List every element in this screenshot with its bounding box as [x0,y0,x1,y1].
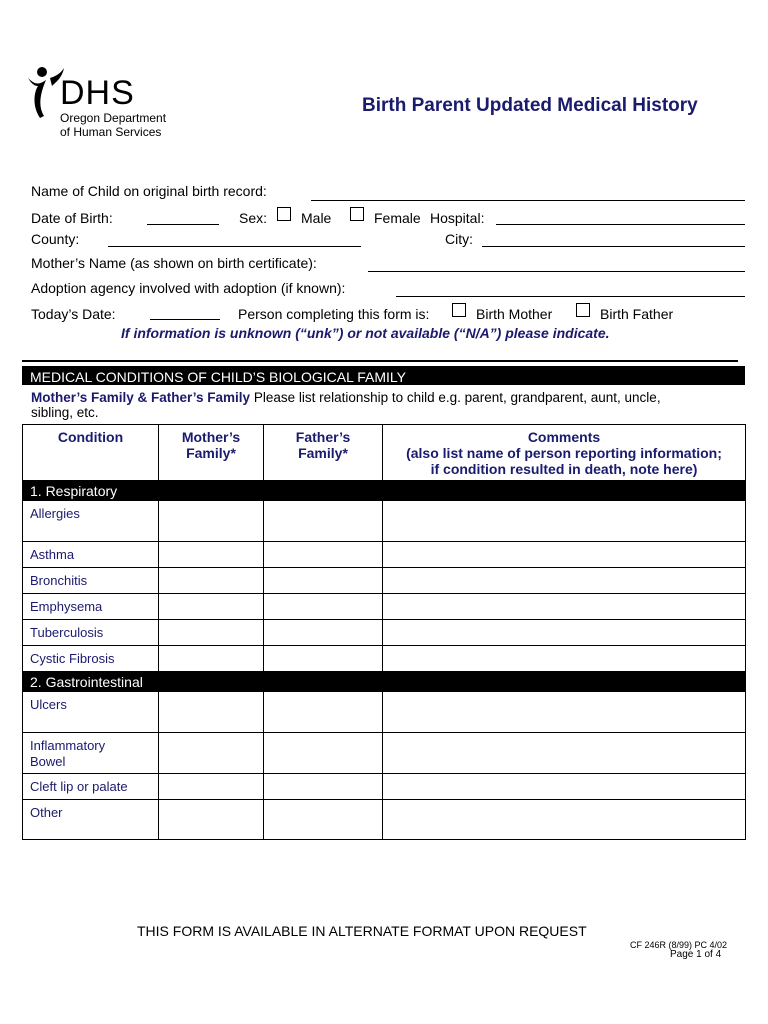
city-label: City: [445,231,473,247]
county-label: County: [31,231,80,247]
comments-cell[interactable] [383,692,746,733]
dob-field[interactable] [147,224,219,225]
mothers-family-cell[interactable] [159,692,264,733]
condition-emphysema: Emphysema [23,594,159,620]
logo-line1: Oregon Department [60,111,167,125]
page-number: Page 1 of 4 [670,949,722,960]
comments-cell[interactable] [383,800,746,840]
fathers-family-cell[interactable] [264,774,383,800]
mothers-family-cell[interactable] [159,733,264,774]
comments-cell[interactable] [383,733,746,774]
male-label: Male [301,210,332,226]
table-row [23,620,746,646]
female-checkbox[interactable] [350,207,364,221]
comments-cell[interactable] [383,774,746,800]
intro-bold: Mother’s Family & Father’s Family [31,390,251,405]
fathers-family-cell[interactable] [264,800,383,840]
section-header-bar [22,366,745,385]
mothers-family-cell[interactable] [159,594,264,620]
birth-mother-label: Birth Mother [476,306,553,322]
comments-cell[interactable] [383,620,746,646]
fathers-family-cell[interactable] [264,594,383,620]
condition-inflammatory-bowel: Inflammatory Bowel [23,733,159,774]
form-code: CF 246R (8/99) PC 4/02 [630,940,728,950]
mother-name-label: Mother’s Name (as shown on birth certificate): [31,255,317,271]
table-row [23,800,746,840]
fathers-family-cell[interactable] [264,620,383,646]
section-gastrointestinal: 2. Gastrointestinal [23,672,746,692]
instructions-note: If information is unknown (“unk”) or not available (“N/A”) please indicate. [121,325,610,341]
table-row [23,692,746,733]
comments-cell[interactable] [383,646,746,672]
birth-father-checkbox[interactable] [576,303,590,317]
agency-field[interactable] [396,296,745,297]
hospital-label: Hospital: [430,210,485,226]
agency-label: Adoption agency involved with adoption (if known): [31,280,346,296]
divider [22,360,738,362]
county-field[interactable] [108,246,361,247]
table-row [23,774,746,800]
condition-ulcers: Ulcers [23,692,159,733]
intro-line2: sibling, etc. [31,405,99,420]
fathers-family-cell[interactable] [264,501,383,542]
condition-other: Other [23,800,159,840]
fathers-family-cell[interactable] [264,568,383,594]
birth-mother-checkbox[interactable] [452,303,466,317]
fathers-family-cell[interactable] [264,542,383,568]
condition-tuberculosis: Tuberculosis [23,620,159,646]
mothers-family-cell[interactable] [159,501,264,542]
intro-line1 [31,390,661,405]
fathers-family-cell[interactable] [264,733,383,774]
person-label: Person completing this form is: [238,306,430,322]
medical-conditions-table [22,424,746,840]
table-row [23,501,746,542]
table-header-row [23,425,746,481]
mothers-family-cell[interactable] [159,542,264,568]
dhs-logo [26,64,176,144]
logo-line2: of Human Services [60,125,162,139]
child-name-label: Name of Child on original birth record: [31,183,267,199]
comments-cell[interactable] [383,501,746,542]
mother-name-field[interactable] [368,271,745,272]
table-row [23,542,746,568]
sex-label: Sex: [239,210,268,226]
mothers-family-cell[interactable] [159,646,264,672]
condition-cleft-lip: Cleft lip or palate [23,774,159,800]
header-fathers-family: Father’s Family* [264,425,383,481]
hospital-field[interactable] [496,224,745,225]
mothers-family-cell[interactable] [159,800,264,840]
mothers-family-cell[interactable] [159,568,264,594]
header-condition: Condition [23,425,159,481]
comments-cell[interactable] [383,568,746,594]
table-row [23,594,746,620]
header-comments: Comments (also list name of person reporting information; if condition resulted in death, note here) [383,425,746,481]
comments-cell[interactable] [383,594,746,620]
mothers-family-cell[interactable] [159,620,264,646]
header-mothers-family: Mother’s Family* [159,425,264,481]
intro-rest: Please list relationship to child e.g. parent, grandparent, aunt, uncle, [250,390,661,405]
page-title: Birth Parent Updated Medical History [362,95,698,116]
comments-cell[interactable] [383,542,746,568]
table-row [23,568,746,594]
birth-father-label: Birth Father [600,306,674,322]
male-checkbox[interactable] [277,207,291,221]
dob-label: Date of Birth: [31,210,113,226]
section-title: MEDICAL CONDITIONS OF CHILD’S BIOLOGICAL FAMILY [30,369,406,385]
table-row [23,646,746,672]
today-date-label: Today’s Date: [31,306,116,322]
female-label: Female [374,210,421,226]
fathers-family-cell[interactable] [264,692,383,733]
table-row [23,733,746,774]
condition-cystic-fibrosis: Cystic Fibrosis [23,646,159,672]
section-respiratory: 1. Respiratory [23,481,746,501]
fathers-family-cell[interactable] [264,646,383,672]
condition-allergies: Allergies [23,501,159,542]
today-date-field[interactable] [150,319,220,320]
condition-asthma: Asthma [23,542,159,568]
city-field[interactable] [482,246,745,247]
child-name-field[interactable] [311,200,745,201]
footer-notice: THIS FORM IS AVAILABLE IN ALTERNATE FORMAT UPON REQUEST [137,923,587,939]
condition-bronchitis: Bronchitis [23,568,159,594]
logo-wordmark: DHS [60,74,135,112]
mothers-family-cell[interactable] [159,774,264,800]
